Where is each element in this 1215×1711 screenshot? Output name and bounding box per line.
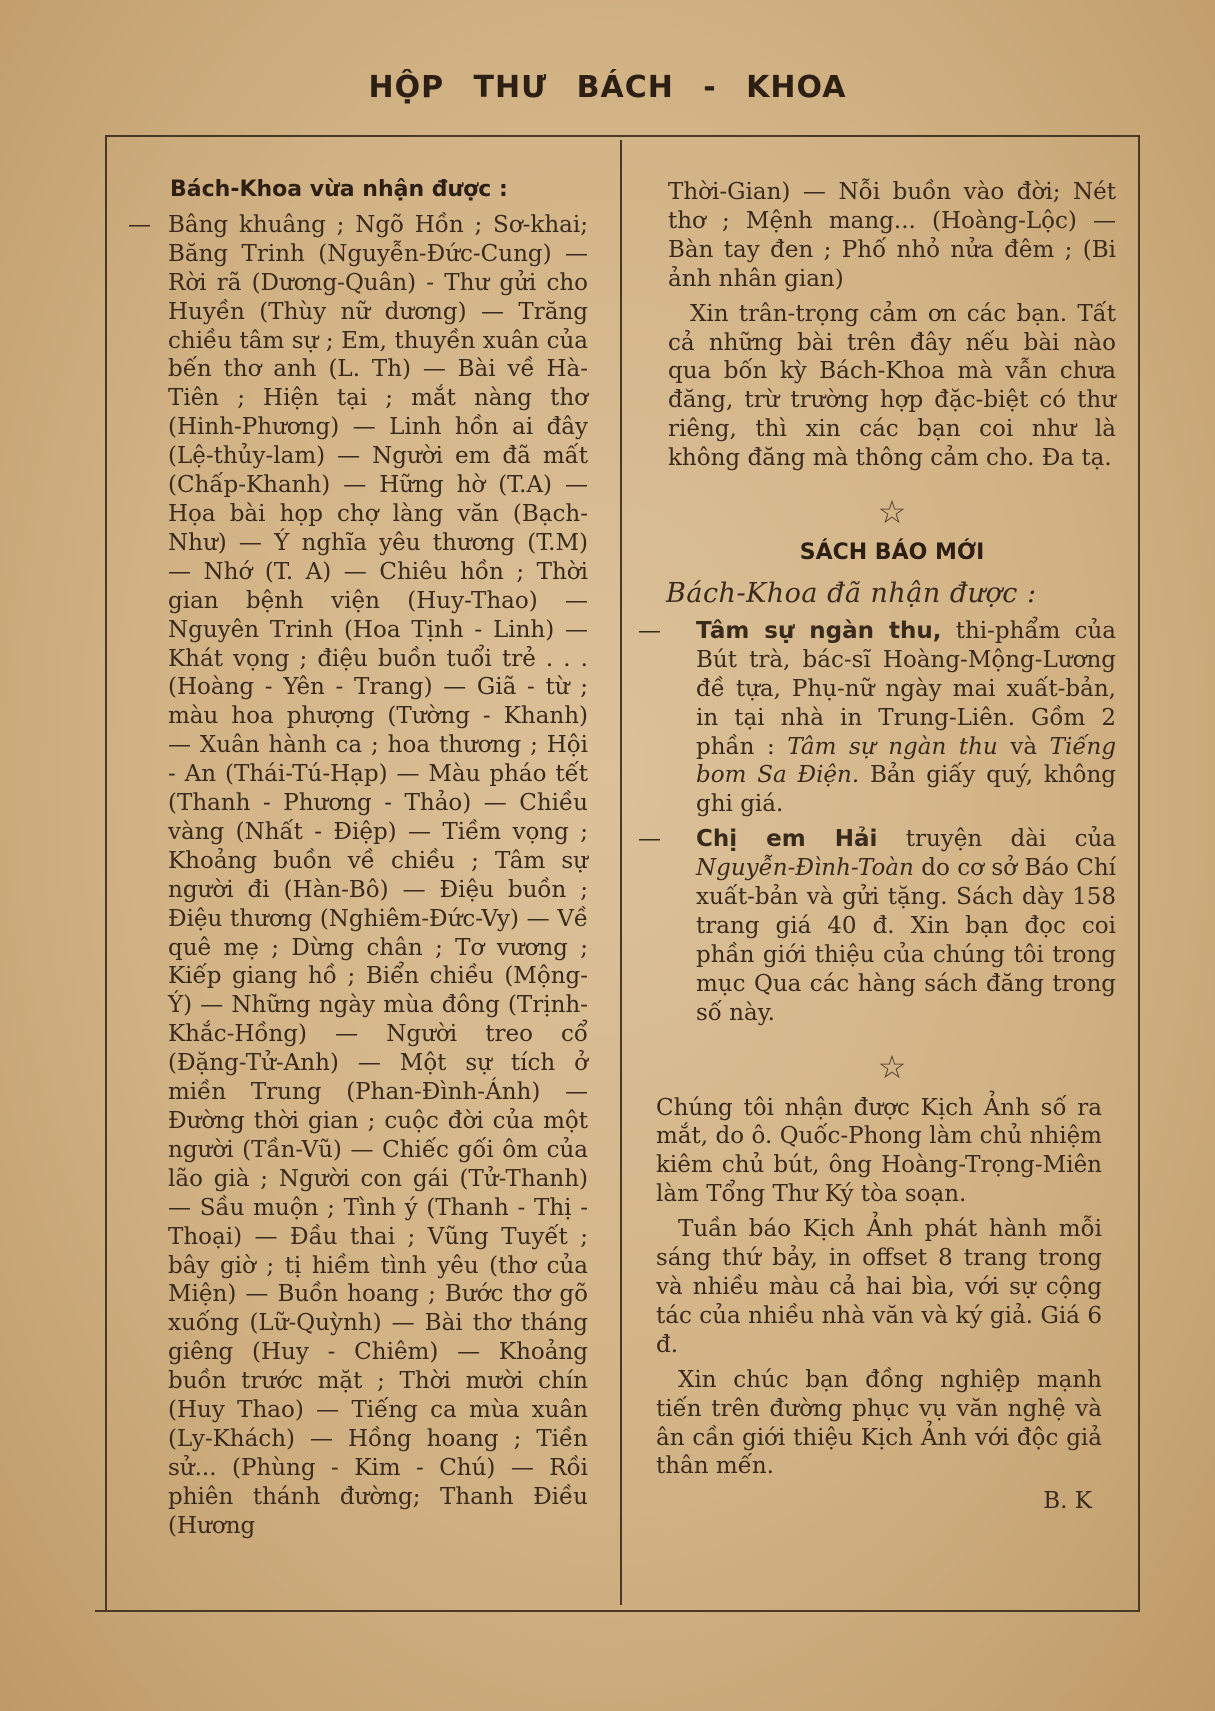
thanks-paragraph: Xin trân-trọng cảm ơn các bạn. Tất cả những bài trên đây nếu bài nào qua bốn kỳ Bách-Khoa mà vẫn chưa đăng, trừ trường hợp đặc-biệt có thư riêng, thì xin các bạn coi như là không đăng mà thông cảm cho. Đa tạ. [668,300,1116,472]
list-dash: — [638,826,661,853]
frame-top-rule [105,135,1140,137]
frame-left-rule [105,135,107,1610]
page-title: HỘP THƯ BÁCH - KHOA [368,70,847,105]
list-dash: — [128,211,151,238]
books-received-heading: Bách-Khoa đã nhận được : [666,577,1037,609]
conjunction: và [1010,733,1038,760]
section-title-new-books: SÁCH BÁO MỚI [799,540,985,566]
book-list [638,617,1117,1028]
book-description: do cơ sở Báo Chí xuất-bản và gửi tặng. Sách dày 158 trang giá 40 đ. Xin bạn đọc coi phần giới thiệu của chúng tôi trong mục Qua các hàng sách đăng trong số này. [696,855,1117,1026]
notice-paragraph: Chúng tôi nhận được Kịch Ảnh số ra mắt, do ô. Quốc-Phong làm chủ nhiệm kiêm chủ bút, ông Hoàng-Trọng-Miên làm Tổng Thư Ký tòa soạn. [656,1094,1102,1208]
book-title: Tâm sự ngàn thu, [696,617,942,644]
book-part-title: Tâm sự ngàn thu [787,733,998,760]
book-author: Nguyễn-Đình-Toàn [696,855,914,882]
notice-paragraph: Tuần báo Kịch Ảnh phát hành mỗi sáng thứ bảy, in offset 8 trang trong và nhiều màu cả hai bìa, với sự cộng tác của nhiều nhà văn và ký giả. Giá 6 đ. [656,1216,1102,1358]
column-divider [620,140,622,1605]
book-entry-chi-em-hai [638,825,1117,1027]
book-part-title: Tiếng bom Sa Điện. [696,733,1117,789]
book-description: Bản giấy quý, không ghi giá. [696,762,1116,818]
frame-bottom-rule [95,1610,1140,1612]
book-description: truyện dài của [905,826,1117,853]
received-heading: Bách-Khoa vừa nhận được : [170,177,508,202]
received-list-text: Bâng khuâng ; Ngõ Hồn ; Sơ-khai; Băng Trinh (Nguyễn-Đức-Cung) — Rời rã (Dương-Quân) - Thư gửi cho Huyền (Thùy nữ dương) — Trăng chiều tâm sự ; Em, thuyền xuân của bến thơ anh (L. Th) — Bài về Hà-Tiên ; Hiện tại ; mắt nàng thơ (Hinh-Phương) — Linh hồn ai đây (Lệ-thủy-lam) — Người em đã mất (Chấp-Khanh) — Hững hờ (T.A) — Họa bài họp chợ làng văn (Bạch-Như) — Ý nghĩa yêu thương (T.M) — Nhớ (T. A) — Chiêu hồn ; Thời gian bệnh viện (Huy-Thao) — Nguyên Trinh (Hoa Tịnh - Linh) — Khát vọng ; điệu buồn tuổi trẻ . . . (Hoàng - Yên - Trang) — Giã - từ ; màu hoa phượng (Tường - Khanh) — Xuân hành ca ; hoa thương ; Hội - An (Thái-Tú-Hạp) — Màu pháo tết (Thanh - Phương - Thảo) — Chiều vàng (Nhất - Điệp) — Tiềm vọng ; Khoảng buồn về chiều ; Tâm sự người đi (Hàn-Bô) — Điệu buồn ; Điệu thương (Nghiêm-Đức-Vy) — Về quê mẹ ; Dừng chân ; Tơ vương ; Kiếp giang hồ ; Biển chiều (Mộng-Ý) — Những ngày mùa đông (Trịnh-Khắc-Hồng) — Người treo cổ (Đặng-Tử-Anh) — Một sự tích ở miền Trung (Phan-Đình-Ánh) — Đường thời gian ; cuộc đời của một người (Tần-Vũ) — Chiếc gối ôm của lão già ; Người con gái (Tử-Thanh) — Sầu muộn ; Tình ý (Thanh - Thị - Thoại) — Đầu thai ; Vũng Tuyết ; bây giờ ; tị hiềm tình yêu (thơ của Miện) — Buồn hoang ; Bước thơ gõ xuống (Lữ-Quỳnh) — Bài thơ tháng giêng (Huy - Chiêm) — Khoảng buồn trước mặt ; Thời mười chín (Huy Thao) — Tiếng ca mùa xuân (Ly-Khách) — Hồng hoang ; Tiền sử... (Phùng - Kim - Chú) — Rồi phiên thánh đường; Thanh Điều (Hương [168,211,588,1539]
book-title: Chị em Hải [696,826,878,853]
frame-right-rule [1138,135,1140,1610]
book-description: thi-phẩm của Bút trà, bác-sĩ Hoàng-Mộng-Lương đề tựa, Phụ-nữ ngày mai xuất-bản, in tại nhà in Trung-Liên. Gồm 2 phần : [696,617,1117,760]
star-icon: ☆ [877,1047,907,1086]
list-dash: — [638,617,661,644]
signature: B. K [1043,1488,1092,1515]
notice-paragraph: Xin chúc bạn đồng nghiệp mạnh tiến trên đường phục vụ văn nghệ và ân cần giới thiệu Kịch Ảnh với độc giả thân mến. [656,1366,1102,1480]
received-list [130,211,588,1541]
right-column [638,178,1117,1516]
received-list-continuation: Thời-Gian) — Nỗi buồn vào đời; Nét thơ ; Mệnh mang... (Hoàng-Lộc) — Bàn tay đen ; Phố nhỏ nửa đêm ; (Bi ảnh nhân gian) [668,179,1116,292]
book-entry-tam-su-ngan-thu [638,617,1117,819]
star-icon: ☆ [877,493,907,532]
left-column [130,176,588,1541]
kich-anh-notice [656,1094,1102,1517]
